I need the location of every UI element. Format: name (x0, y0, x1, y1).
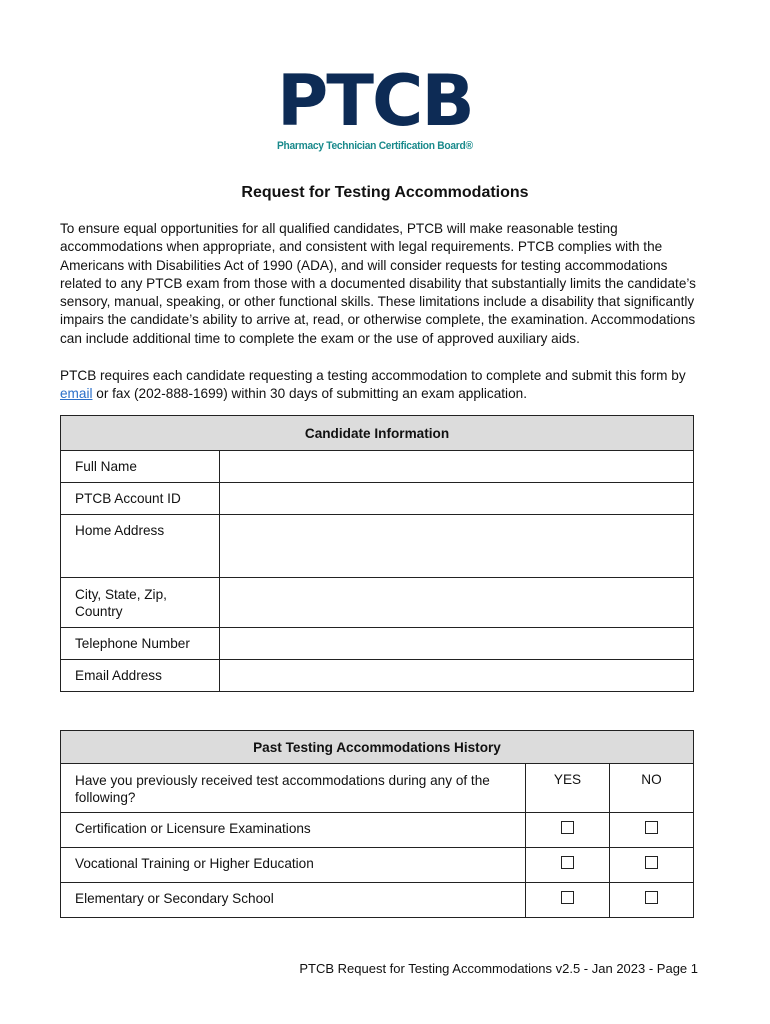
telephone-input[interactable] (220, 628, 694, 660)
no-checkbox[interactable] (645, 856, 658, 869)
email-input[interactable] (220, 660, 694, 692)
history-header: Past Testing Accommodations History (61, 731, 694, 764)
intro-paragraph: To ensure equal opportunities for all qualified candidates, PTCB will make reasonable testing accommodations when appropriate, and consistent with legal requirements. PTCB complies with the Americans with Disabilities Act of 1990 (ADA), and will consider requests for testing accommodations related to any PTCB exam from those with a documented disability that substantially limits the candidate’s sensory, manual, speaking, or other functional skills. These limitations include a disability that significantly impairs the candidate’s ability to arrive at, read, or otherwise complete, the examination. Accommodations can include additional time to complete the exam or the use of approved auxiliary aids. (60, 221, 696, 346)
field-label: Home Address (61, 515, 220, 578)
account-id-input[interactable] (220, 483, 694, 515)
yes-checkbox[interactable] (561, 821, 574, 834)
no-column-header: NO (610, 764, 694, 813)
submit-text: PTCB requires each candidate requesting a testing accommodation to complete and submit this form by (60, 368, 686, 383)
history-table (60, 730, 694, 918)
logo-mark: PTCB (277, 60, 473, 142)
submit-text-end: or fax (202-888-1699) within 30 days of submitting an exam application. (92, 386, 527, 402)
field-label: PTCB Account ID (61, 483, 220, 515)
yes-checkbox[interactable] (561, 856, 574, 869)
history-row-label: Vocational Training or Higher Education (61, 848, 526, 883)
email-link[interactable]: email (60, 386, 93, 402)
full-name-input[interactable] (220, 451, 694, 483)
page-footer: PTCB Request for Testing Accommodations v2.5 - Jan 2023 - Page 1 (299, 961, 698, 976)
history-row-label: Elementary or Secondary School (61, 883, 526, 918)
yes-column-header: YES (526, 764, 610, 813)
history-row-label: Certification or Licensure Examinations (61, 813, 526, 848)
field-label: Full Name (61, 451, 220, 483)
page-title: Request for Testing Accommodations (241, 184, 529, 201)
candidate-info-table (60, 415, 694, 692)
yes-checkbox[interactable] (561, 891, 574, 904)
submit-paragraph (60, 367, 710, 404)
history-question: Have you previously received test accommodations during any of the following? (61, 764, 526, 813)
city-state-zip-input[interactable] (220, 578, 694, 628)
home-address-input[interactable] (220, 515, 694, 578)
field-label: City, State, Zip, Country (61, 578, 220, 628)
field-label: Telephone Number (61, 628, 220, 660)
logo-subtitle: Pharmacy Technician Certification Board® (277, 140, 473, 152)
no-checkbox[interactable] (645, 821, 658, 834)
field-label: Email Address (61, 660, 220, 692)
ptcb-logo (277, 60, 497, 156)
no-checkbox[interactable] (645, 891, 658, 904)
candidate-info-header: Candidate Information (61, 416, 694, 451)
